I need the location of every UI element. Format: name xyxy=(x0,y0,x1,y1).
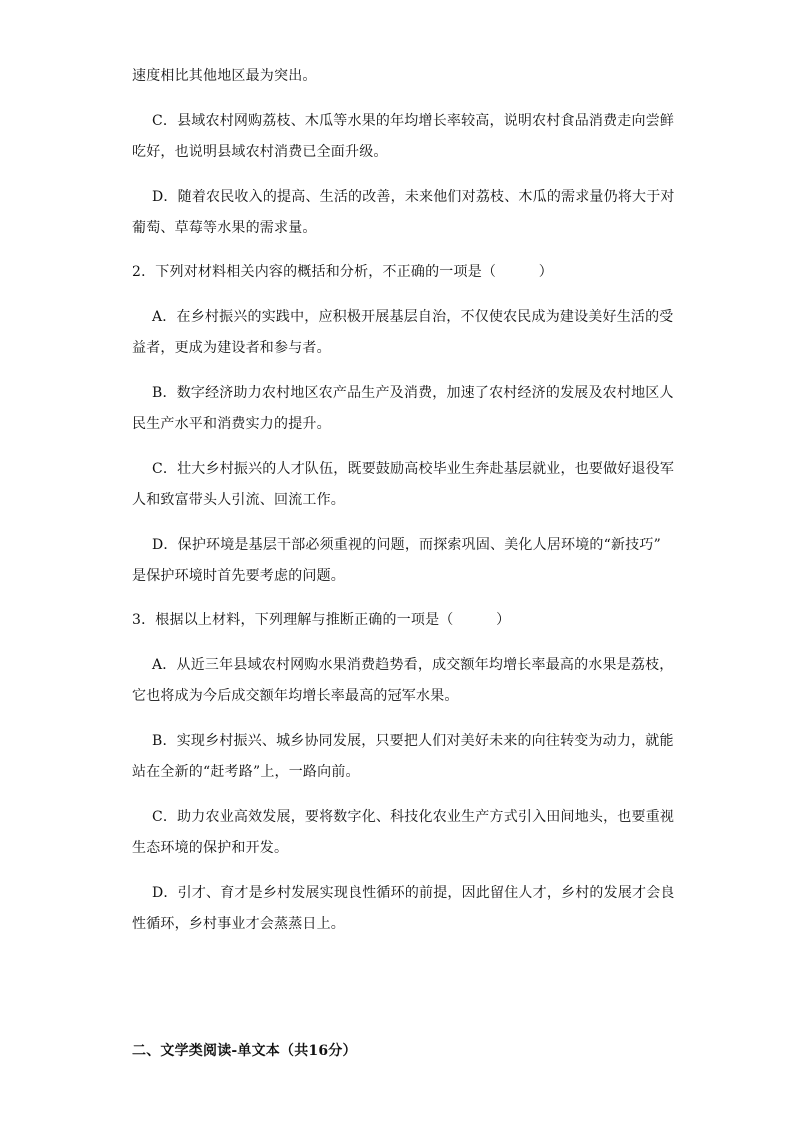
q1-option-c-line2: 吃好，也说明县域农村消费已全面升级。 xyxy=(132,144,388,160)
q2-option-b-line2: 民生产水平和消费实力的提升。 xyxy=(132,416,331,432)
q2-option-a-line2: 益者，更成为建设者和参与者。 xyxy=(132,340,331,356)
section-2-heading: 二、文学类阅读-单文本（共16分） xyxy=(132,1043,357,1059)
question-3-stem: 3．根据以上材料，下列理解与推断正确的一项是（ ） xyxy=(132,612,511,628)
q2-option-d-line2: 是保护环境时首先要考虑的问题。 xyxy=(132,568,345,584)
q3-option-c-line1: C．助力农业高效发展，要将数字化、科技化农业生产方式引入田间地头，也要重视 xyxy=(152,809,675,825)
q3-option-c-line2: 生态环境的保护和开发。 xyxy=(132,840,289,856)
q3-option-a-line2: 它也将成为今后成交额年均增长率最高的冠军水果。 xyxy=(132,688,459,704)
continuation-line: 速度相比其他地区最为突出。 xyxy=(132,68,317,84)
q1-option-c-line1: C．县域农村网购荔枝、木瓜等水果的年均增长率较高，说明农村食品消费走向尝鲜 xyxy=(152,113,675,129)
q2-option-a-line1: A．在乡村振兴的实践中，应积极开展基层自治，不仅使农民成为建设美好生活的受 xyxy=(152,309,674,325)
q3-option-b-line1: B．实现乡村振兴、城乡协同发展，只要把人们对美好未来的向往转变为动力，就能 xyxy=(152,733,674,749)
q2-option-c-line1: C．壮大乡村振兴的人才队伍，既要鼓励高校毕业生奔赴基层就业，也要做好退役军 xyxy=(152,461,675,477)
q3-option-d-line2: 性循环，乡村事业才会蒸蒸日上。 xyxy=(132,916,345,932)
q2-option-d-line1: D．保护环境是基层干部必须重视的问题，而探索巩固、美化人居环境的“新技巧” xyxy=(152,537,661,553)
q3-option-a-line1: A．从近三年县域农村网购水果消费趋势看，成交额年均增长率最高的水果是荔枝， xyxy=(152,657,674,673)
question-2-stem: 2．下列对材料相关内容的概括和分析，不正确的一项是（ ） xyxy=(132,264,553,280)
q1-option-d-line2: 葡萄、草莓等水果的需求量。 xyxy=(132,220,317,236)
q3-option-d-line1: D．引才、育才是乡村发展实现良性循环的前提，因此留住人才，乡村的发展才会良 xyxy=(152,885,675,901)
q3-option-b-line2: 站在全新的“赶考路”上，一路向前。 xyxy=(132,764,360,780)
q2-option-b-line1: B．数字经济助力农村地区农产品生产及消费，加速了农村经济的发展及农村地区人 xyxy=(152,385,674,401)
q2-option-c-line2: 人和致富带头人引流、回流工作。 xyxy=(132,492,345,508)
q1-option-d-line1: D．随着农民收入的提高、生活的改善，未来他们对荔枝、木瓜的需求量仍将大于对 xyxy=(152,189,675,205)
